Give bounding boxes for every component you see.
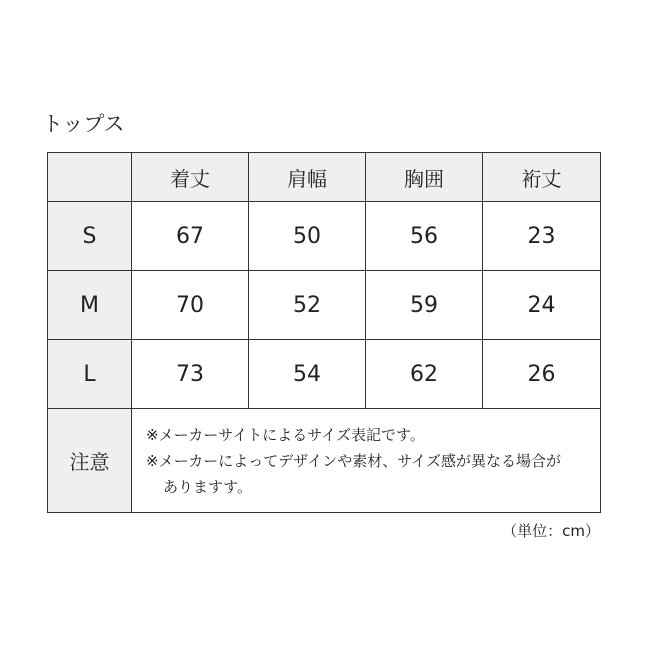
table-row	[48, 340, 601, 409]
cell-chest: 56	[366, 202, 483, 271]
size-label: S	[48, 202, 132, 271]
note-label: 注意	[48, 409, 132, 513]
header-chest: 胸囲	[366, 153, 483, 202]
table-row	[48, 202, 601, 271]
header-shoulder: 肩幅	[249, 153, 366, 202]
header-row	[48, 153, 601, 202]
unit-label: （単位：cm）	[502, 522, 600, 540]
cell-shoulder: 52	[249, 271, 366, 340]
size-label: L	[48, 340, 132, 409]
note-text	[132, 409, 601, 513]
page-title: トップス	[42, 112, 125, 136]
cell-shoulder: 50	[249, 202, 366, 271]
table-row	[48, 271, 601, 340]
size-label: M	[48, 271, 132, 340]
cell-sleeve: 26	[483, 340, 601, 409]
note-row	[48, 409, 601, 513]
cell-sleeve: 23	[483, 202, 601, 271]
cell-chest: 59	[366, 271, 483, 340]
cell-chest: 62	[366, 340, 483, 409]
corner-cell	[48, 153, 132, 202]
cell-shoulder: 54	[249, 340, 366, 409]
cell-length: 73	[132, 340, 249, 409]
note-line: ありますす。	[163, 477, 252, 496]
size-table	[47, 152, 601, 513]
cell-length: 67	[132, 202, 249, 271]
note-line: ※メーカーサイトによるサイズ表記です。	[146, 425, 425, 444]
cell-sleeve: 24	[483, 271, 601, 340]
header-sleeve: 裄丈	[483, 153, 601, 202]
header-length: 着丈	[132, 153, 249, 202]
cell-length: 70	[132, 271, 249, 340]
note-line: ※メーカーによってデザインや素材、サイズ感が異なる場合が	[146, 451, 562, 470]
